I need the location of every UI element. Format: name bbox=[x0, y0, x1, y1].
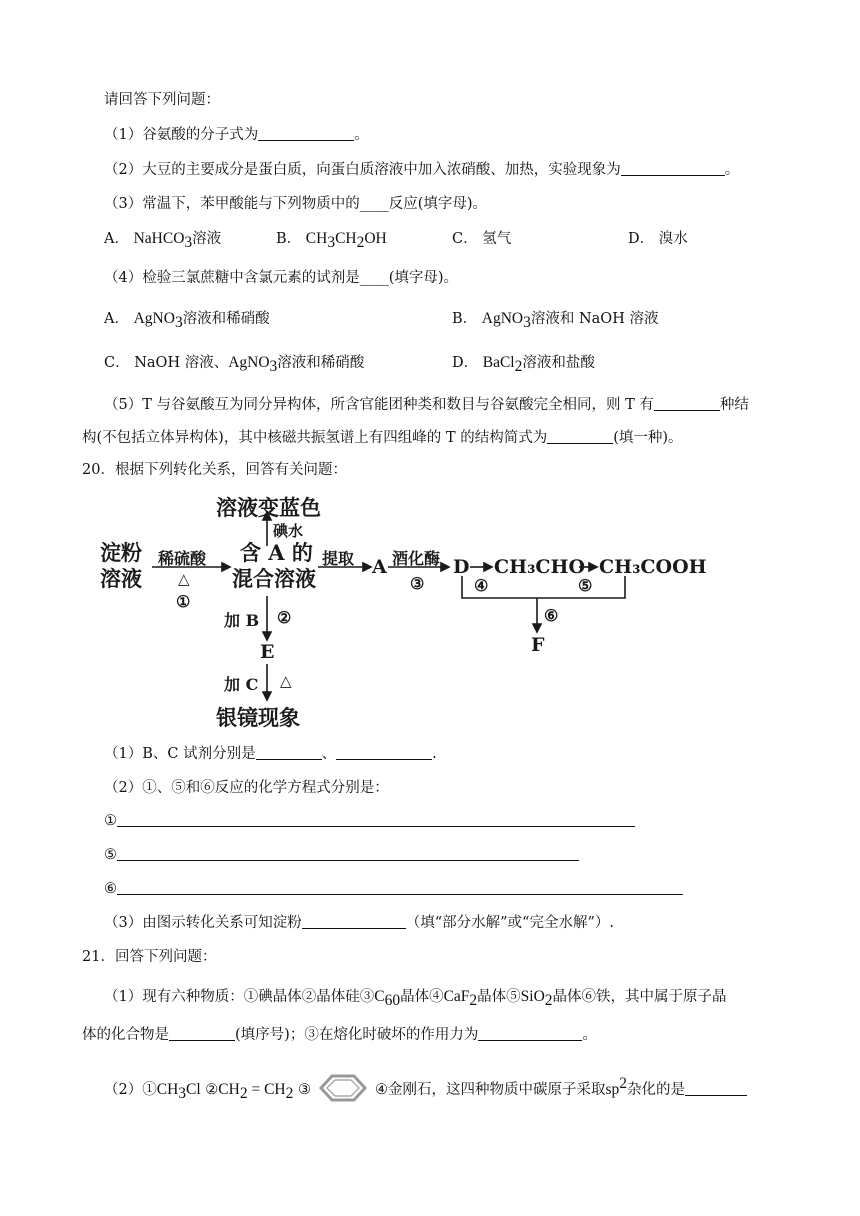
q19-part5-line1: （5）T 与谷氨酸互为同分异构体，所含官能团种类和数目与谷氨酸完全相同，则 T 有 种结 bbox=[104, 397, 749, 413]
acetic-acid-label: CH₃COOH bbox=[599, 556, 707, 578]
conversion-diagram bbox=[96, 488, 716, 728]
q21-part2: $(2)①CH_3Cl$ $②CH_2 = CH_2$ ③ ④金刚石，这四种物质中碳原子采取$sp^2$杂化的是 bbox=[104, 1073, 747, 1103]
step-4-label: ④ bbox=[474, 576, 489, 595]
benzene-ring-icon bbox=[311, 1073, 375, 1103]
answer-blank[interactable] bbox=[169, 1026, 235, 1041]
equation-1-line: ① bbox=[104, 811, 635, 831]
q19-p4-option-a: A． AgNO$_3$溶液和稀硝酸 bbox=[104, 310, 270, 331]
answer-blank[interactable] bbox=[547, 429, 613, 444]
heat-label: △ bbox=[178, 570, 190, 588]
node-d: D bbox=[453, 556, 470, 578]
answer-blank[interactable] bbox=[302, 914, 406, 929]
add-b-label: 加 B bbox=[224, 611, 260, 630]
answer-blank[interactable] bbox=[256, 745, 322, 760]
q19-p3-option-b: B． $CH_3CH_2OH$ bbox=[276, 230, 387, 251]
mixture-label: 含 A 的 混合溶液 bbox=[232, 540, 316, 591]
q21-part1-line1: （1）现有六种物质：①碘晶体②晶体硅$③C_{60}$晶体④CaF$_2$晶体⑤SiO$_2$晶体⑥铁，其中属于原子晶 bbox=[104, 988, 727, 1009]
answer-blank[interactable] bbox=[685, 1081, 747, 1096]
q19-p3-option-d: D． 溴水 bbox=[628, 231, 688, 247]
blue-solution-label: 溶液变蓝色 bbox=[216, 495, 321, 520]
silver-mirror-label: 银镜现象 bbox=[216, 705, 300, 730]
q19-p4-option-b: B． AgNO$_3$溶液和 NaOH 溶液 bbox=[452, 310, 659, 331]
q19-p3-option-a: A． NaHCO$_3$溶液 bbox=[104, 230, 222, 251]
step-6-label: ⑥ bbox=[544, 606, 559, 625]
iodine-label: 碘水 bbox=[273, 522, 304, 540]
answer-blank[interactable] bbox=[117, 846, 579, 861]
q20-part2: （2）①、⑤和⑥反应的化学方程式分别是： bbox=[104, 780, 389, 796]
q19-part2: （2）大豆的主要成分是蛋白质，向蛋白质溶液中加入浓硝酸、加热，实验现象为 。 bbox=[104, 162, 740, 178]
q19-p3-option-c: C． 氢气 bbox=[452, 231, 512, 247]
step-1-label: ① bbox=[176, 592, 191, 611]
answer-blank[interactable] bbox=[336, 745, 432, 760]
step-3-label: ③ bbox=[410, 574, 425, 593]
equation-5-line: ⑤ bbox=[104, 845, 579, 865]
q20-stem: 20．根据下列转化关系，回答有关问题： bbox=[82, 462, 347, 478]
answer-blank[interactable] bbox=[654, 396, 720, 411]
q19-part4: （4）检验三氯蔗糖中含氯元素的试剂是____(填字母)。 bbox=[104, 270, 459, 286]
node-a: A bbox=[372, 556, 387, 578]
answer-blank[interactable] bbox=[478, 1026, 582, 1041]
intro-text: 请回答下列问题： bbox=[104, 92, 220, 108]
extract-label: 提取 bbox=[322, 549, 355, 568]
starch-label: 淀粉 溶液 bbox=[100, 540, 142, 591]
answer-blank[interactable] bbox=[117, 812, 635, 827]
q19-part3: （3）常温下，苯甲酸能与下列物质中的____反应(填字母)。 bbox=[104, 196, 488, 212]
heat-label-2: △ bbox=[280, 672, 292, 690]
acetaldehyde-label: CH₃CHO bbox=[494, 556, 586, 578]
answer-blank[interactable] bbox=[117, 880, 683, 895]
node-e: E bbox=[260, 641, 275, 663]
answer-blank[interactable] bbox=[258, 126, 354, 141]
q21-stem: 21．回答下列问题： bbox=[82, 949, 217, 965]
q19-p4-option-d: D． BaCl$_2$溶液和盐酸 bbox=[452, 354, 595, 375]
step-5-label: ⑤ bbox=[578, 576, 593, 595]
q19-part1: （1）谷氨酸的分子式为 。 bbox=[104, 127, 369, 143]
add-c-label: 加 C bbox=[224, 675, 259, 694]
q21-part1-line2: 体的化合物是 (填序号)；③在熔化时破坏的作用力为 。 bbox=[82, 1027, 597, 1043]
node-f: F bbox=[531, 634, 545, 656]
q19-part5-line2: 构(不包括立体异构体)，其中核磁共振氢谱上有四组峰的 T 的结构简式为 (填一种)。 bbox=[82, 430, 683, 446]
enzyme-label: 酒化酶 bbox=[392, 549, 441, 568]
step-2-label: ② bbox=[277, 608, 292, 627]
q20-part3: （3）由图示转化关系可知淀粉 （填“部分水解”或“完全水解”）. bbox=[104, 915, 614, 931]
q20-part1: （1）B、C 试剂分别是 、 . bbox=[104, 746, 437, 762]
q19-p4-option-c: C． NaOH 溶液、AgNO$_3$溶液和稀硝酸 bbox=[104, 354, 365, 375]
equation-6-line: ⑥ bbox=[104, 879, 683, 899]
answer-blank[interactable] bbox=[621, 161, 725, 176]
dilute-acid-label: 稀硫酸 bbox=[158, 549, 207, 568]
